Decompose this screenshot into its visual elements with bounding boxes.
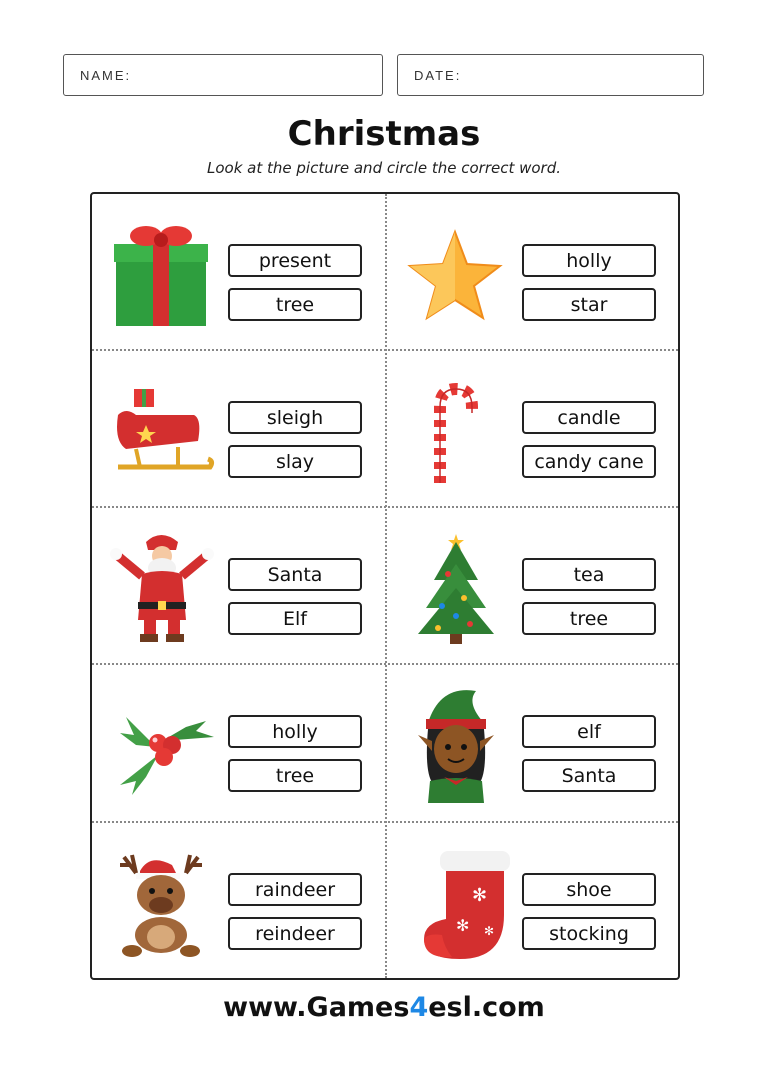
option-tree[interactable]: tree: [228, 288, 362, 321]
footer-accent: 4: [409, 992, 429, 1023]
item-cell-star: [386, 194, 680, 351]
santa-icon: [106, 528, 216, 646]
option-holly[interactable]: holly: [522, 244, 656, 277]
option-tree[interactable]: tree: [228, 759, 362, 792]
page-title: Christmas: [287, 114, 481, 154]
item-cell-candy-cane: [386, 351, 680, 508]
option-present[interactable]: present: [228, 244, 362, 277]
option-star[interactable]: star: [522, 288, 656, 321]
item-cell-holly: [92, 665, 386, 822]
item-cell-santa: [92, 508, 386, 665]
option-elf[interactable]: elf: [522, 715, 656, 748]
worksheet-grid: [90, 192, 680, 980]
option-candle[interactable]: candle: [522, 401, 656, 434]
option-tree[interactable]: tree: [522, 602, 656, 635]
footer-suffix: esl.com: [428, 992, 545, 1023]
date-field[interactable]: [397, 54, 704, 96]
option-stocking[interactable]: stocking: [522, 917, 656, 950]
svg-text:✻: ✻: [484, 924, 495, 938]
sleigh-icon: [106, 371, 216, 489]
name-label: NAME:: [80, 67, 132, 83]
option-tea[interactable]: tea: [522, 558, 656, 591]
name-field[interactable]: [63, 54, 383, 96]
option-candy-cane[interactable]: candy cane: [522, 445, 656, 478]
item-cell-elf: [386, 665, 680, 822]
holly-icon: [106, 685, 216, 803]
christmas-tree-icon: [400, 528, 510, 646]
option-santa[interactable]: Santa: [522, 759, 656, 792]
svg-text:✻: ✻: [472, 885, 488, 906]
candy-cane-icon: [400, 371, 510, 489]
option-raindeer[interactable]: raindeer: [228, 873, 362, 906]
gift-icon: [106, 214, 216, 332]
item-cell-present: [92, 194, 386, 351]
instructions: Look at the picture and circle the correct word.: [206, 159, 562, 177]
option-elf[interactable]: Elf: [228, 602, 362, 635]
svg-text:✻: ✻: [456, 916, 470, 935]
date-label: DATE:: [414, 67, 462, 83]
reindeer-icon: [106, 843, 216, 961]
footer-website[interactable]: [0, 992, 768, 1023]
item-cell-reindeer: [92, 823, 386, 980]
stocking-icon: [400, 843, 510, 961]
item-cell-sleigh: [92, 351, 386, 508]
footer-prefix: www.Games: [223, 992, 410, 1023]
elf-icon: [400, 685, 510, 803]
option-slay[interactable]: slay: [228, 445, 362, 478]
option-shoe[interactable]: shoe: [522, 873, 656, 906]
item-cell-christmas-tree: [386, 508, 680, 665]
option-reindeer[interactable]: reindeer: [228, 917, 362, 950]
star-icon: [400, 214, 510, 332]
item-cell-stocking: [386, 823, 680, 980]
option-sleigh[interactable]: sleigh: [228, 401, 362, 434]
option-holly[interactable]: holly: [228, 715, 362, 748]
option-santa[interactable]: Santa: [228, 558, 362, 591]
